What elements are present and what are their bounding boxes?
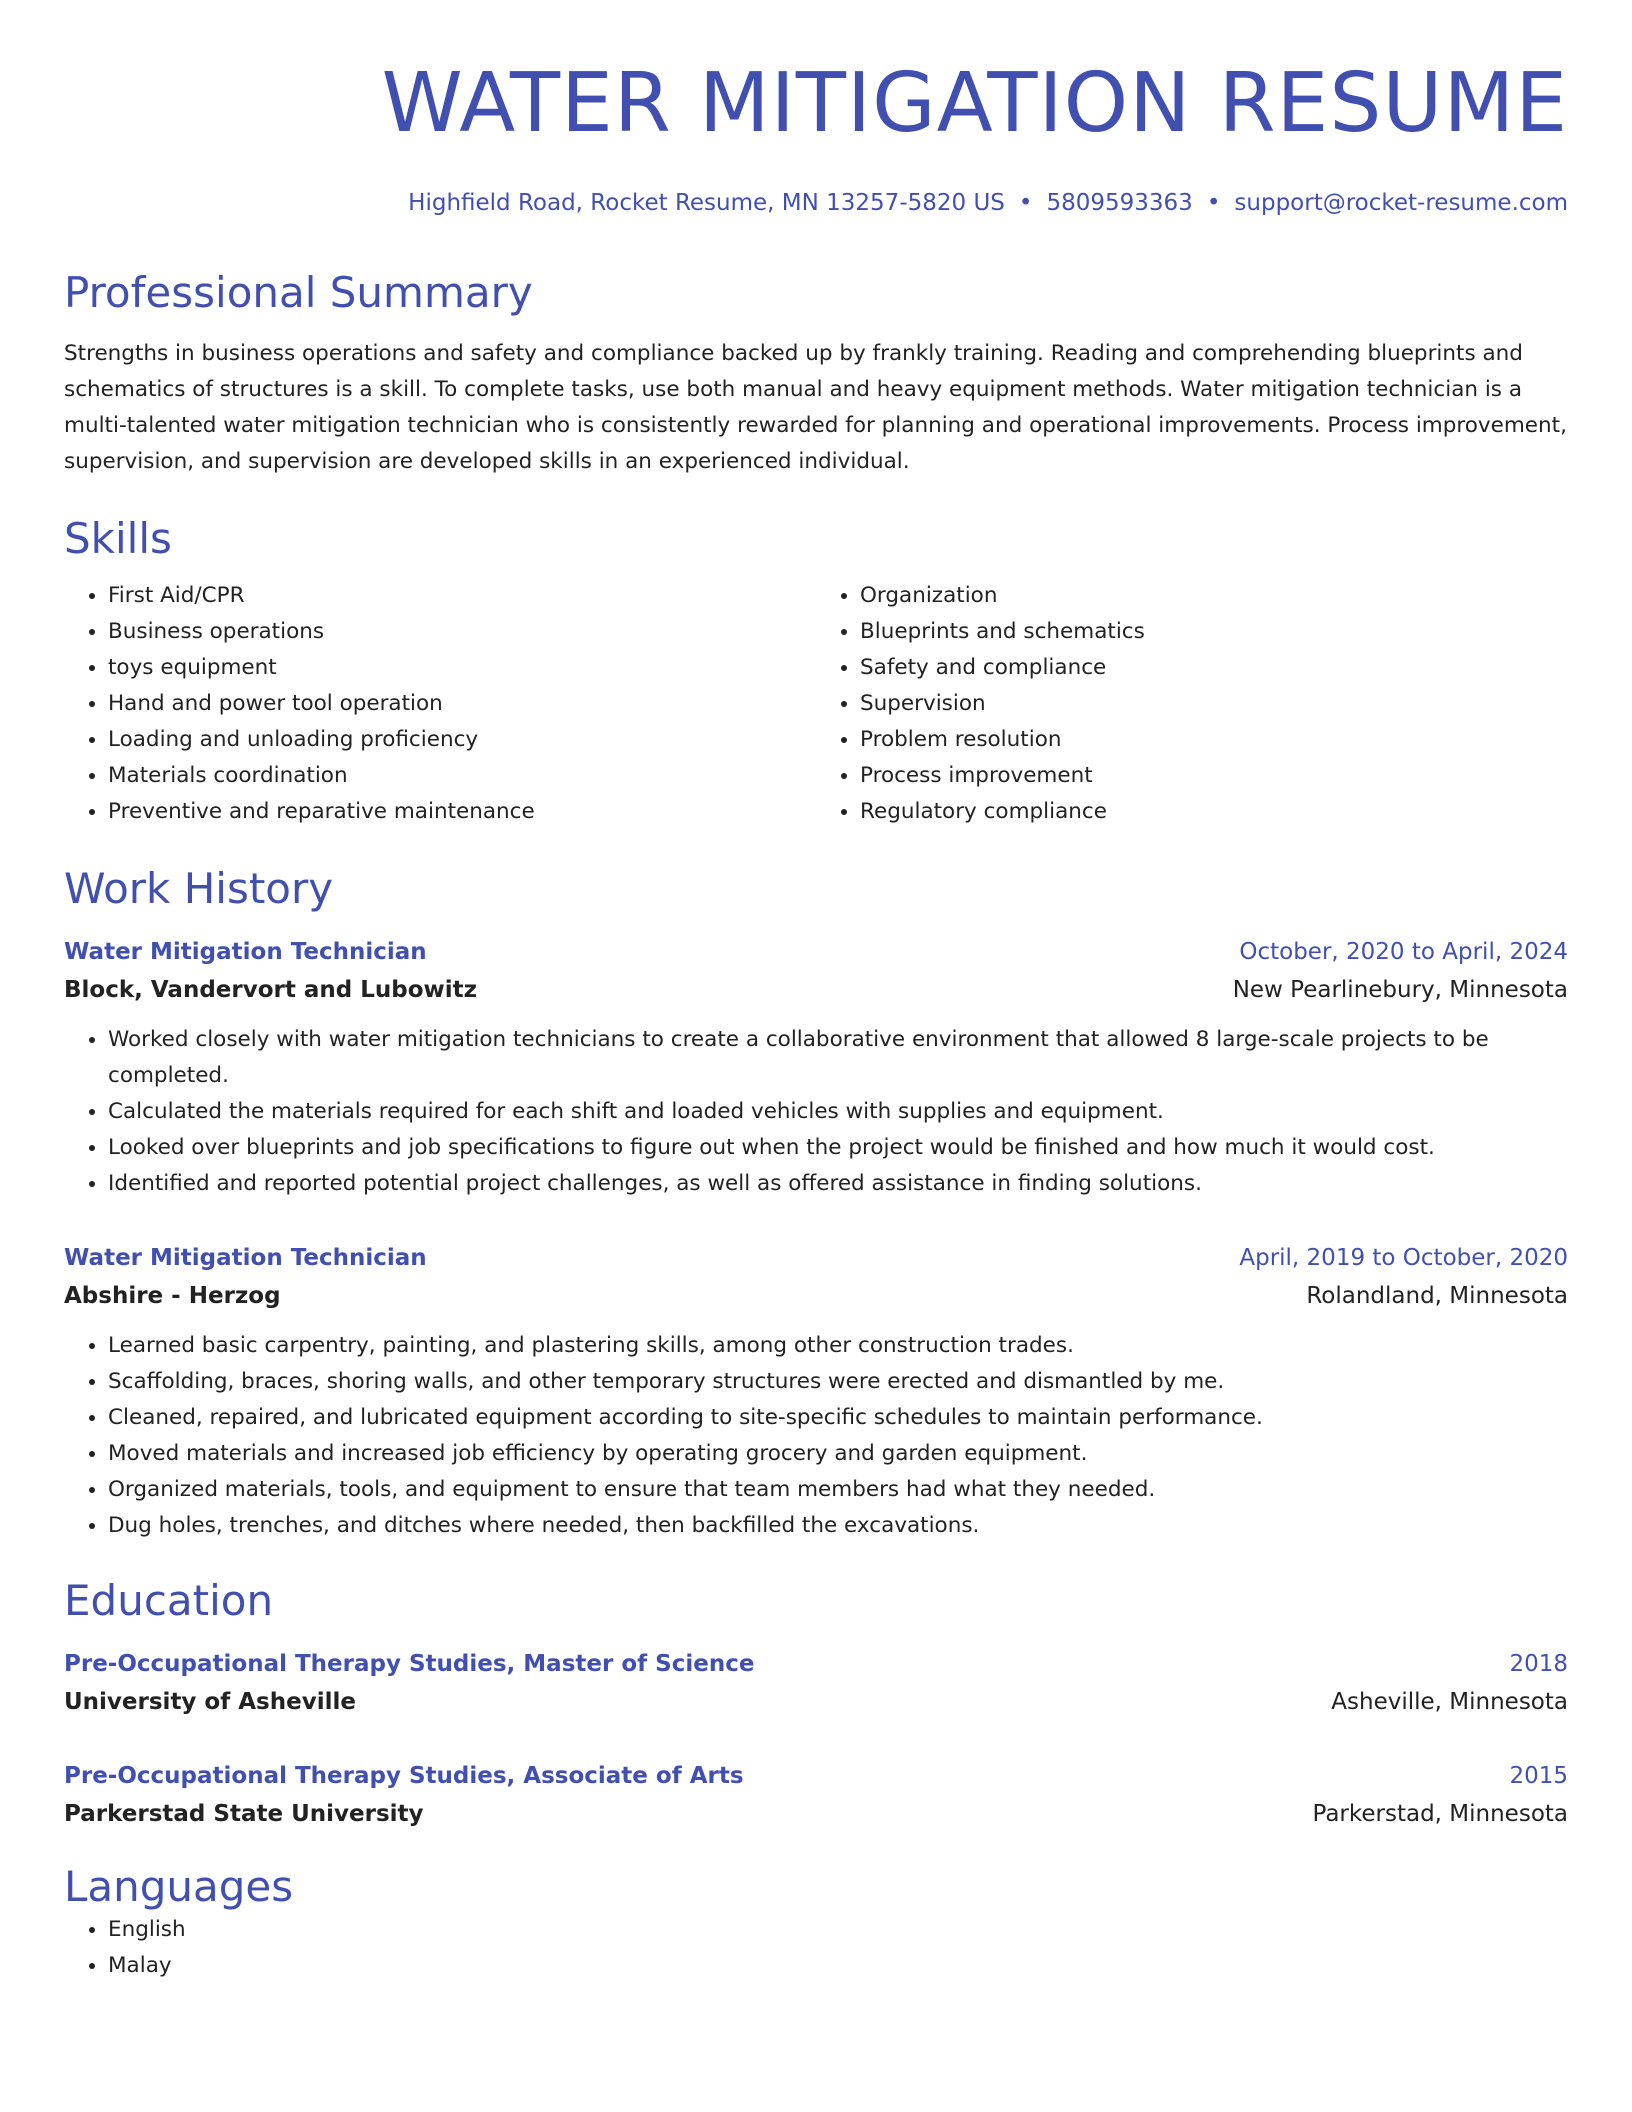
education-degree: Pre-Occupational Therapy Studies, Associate of Arts — [64, 1763, 744, 1789]
job-header — [64, 936, 1568, 968]
section-title-languages: Languages — [64, 1862, 294, 1911]
education-degree: Pre-Occupational Therapy Studies, Master of Science — [64, 1651, 755, 1677]
job-company-row — [64, 1280, 1568, 1312]
job-bullets — [64, 1022, 1568, 1202]
section-title-work-history: Work History — [64, 864, 334, 913]
skill-item: • Process improvement — [860, 758, 1568, 794]
language-item: • English — [108, 1912, 1568, 1948]
job-dates: April, 2019 to October, 2020 — [1239, 1245, 1568, 1271]
job-bullet: • Identified and reported potential project challenges, as well as offered assistance in finding solutions. — [108, 1166, 1568, 1202]
skill-item: • First Aid/CPR — [108, 578, 816, 614]
job-entry — [64, 1242, 1568, 1544]
skill-item: • toys equipment — [108, 650, 816, 686]
section-title-summary: Professional Summary — [64, 268, 533, 317]
summary-text: Strengths in business operations and safety and compliance backed up by frankly training. Reading and comprehending blueprints and schematics of structures is a skill. To complete tasks, use both manual and heavy equipment methods. Water mitigation technician is a multi-talented water mitigation technician who is consistently rewarded for planning and operational improvements. Process improvement, supervision, and supervision are developed skills in an experienced individual. — [64, 341, 1567, 474]
education-school-row — [64, 1798, 1568, 1830]
job-location: Rolandland, Minnesota — [1306, 1283, 1568, 1309]
languages-list — [64, 1912, 1568, 1984]
job-dates: October, 2020 to April, 2024 — [1239, 939, 1568, 965]
job-company: Block, Vandervort and Lubowitz — [64, 977, 478, 1003]
education-school: Parkerstad State University — [64, 1801, 424, 1827]
section-title-education: Education — [64, 1576, 274, 1625]
education-year: 2015 — [1509, 1763, 1568, 1789]
job-entry — [64, 936, 1568, 1202]
skill-item: • Loading and unloading proficiency — [108, 722, 816, 758]
job-bullet: • Moved materials and increased job efficiency by operating grocery and garden equipment. — [108, 1436, 1568, 1472]
contact-line — [64, 188, 1568, 218]
job-bullet: • Looked over blueprints and job specifications to figure out when the project would be finished and how much it would cost. — [108, 1130, 1568, 1166]
skill-item: • Regulatory compliance — [860, 794, 1568, 830]
skill-item: • Organization — [860, 578, 1568, 614]
job-bullet: • Scaffolding, braces, shoring walls, and other temporary structures were erected and dismantled by me. — [108, 1364, 1568, 1400]
skills-list — [64, 578, 1568, 830]
education-header — [64, 1760, 1568, 1792]
address: Highfield Road, Rocket Resume, MN 13257-5820 US — [408, 190, 1005, 216]
skills-column-right — [816, 578, 1568, 830]
email-link[interactable]: support@rocket-resume.com — [1234, 190, 1568, 216]
job-bullet: • Worked closely with water mitigation technicians to create a collaborative environment that allowed 8 large-scale projects to be completed. — [108, 1022, 1568, 1094]
job-company: Abshire - Herzog — [64, 1283, 281, 1309]
skill-item: • Business operations — [108, 614, 816, 650]
job-bullets — [64, 1328, 1568, 1544]
education-location: Asheville, Minnesota — [1331, 1689, 1568, 1715]
job-company-row — [64, 974, 1568, 1006]
job-bullet: • Learned basic carpentry, painting, and plastering skills, among other construction trades. — [108, 1328, 1568, 1364]
education-location: Parkerstad, Minnesota — [1312, 1801, 1568, 1827]
language-item: • Malay — [108, 1948, 1568, 1984]
job-location: New Pearlinebury, Minnesota — [1232, 977, 1568, 1003]
education-entry — [64, 1648, 1568, 1718]
job-role: Water Mitigation Technician — [64, 1245, 427, 1271]
education-school-row — [64, 1686, 1568, 1718]
education-header — [64, 1648, 1568, 1680]
skills-column-left — [64, 578, 816, 830]
job-bullet: • Organized materials, tools, and equipment to ensure that team members had what they needed. — [108, 1472, 1568, 1508]
resume-title: WATER MITIGATION RESUME — [381, 56, 1568, 151]
skill-item: • Problem resolution — [860, 722, 1568, 758]
section-title-skills: Skills — [64, 514, 172, 563]
skill-item: • Supervision — [860, 686, 1568, 722]
skill-item: • Preventive and reparative maintenance — [108, 794, 816, 830]
contact-separator: • — [1206, 190, 1221, 216]
education-school: University of Asheville — [64, 1689, 356, 1715]
job-header — [64, 1242, 1568, 1274]
phone: 5809593363 — [1046, 190, 1193, 216]
contact-separator: • — [1018, 190, 1033, 216]
skill-item: • Hand and power tool operation — [108, 686, 816, 722]
education-entry — [64, 1760, 1568, 1830]
job-bullet: • Calculated the materials required for each shift and loaded vehicles with supplies and equipment. — [108, 1094, 1568, 1130]
skill-item: • Safety and compliance — [860, 650, 1568, 686]
skill-item: • Materials coordination — [108, 758, 816, 794]
education-year: 2018 — [1509, 1651, 1568, 1677]
job-role: Water Mitigation Technician — [64, 939, 427, 965]
job-bullet: • Dug holes, trenches, and ditches where needed, then backfilled the excavations. — [108, 1508, 1568, 1544]
job-bullet: • Cleaned, repaired, and lubricated equipment according to site-specific schedules to maintain performance. — [108, 1400, 1568, 1436]
skill-item: • Blueprints and schematics — [860, 614, 1568, 650]
